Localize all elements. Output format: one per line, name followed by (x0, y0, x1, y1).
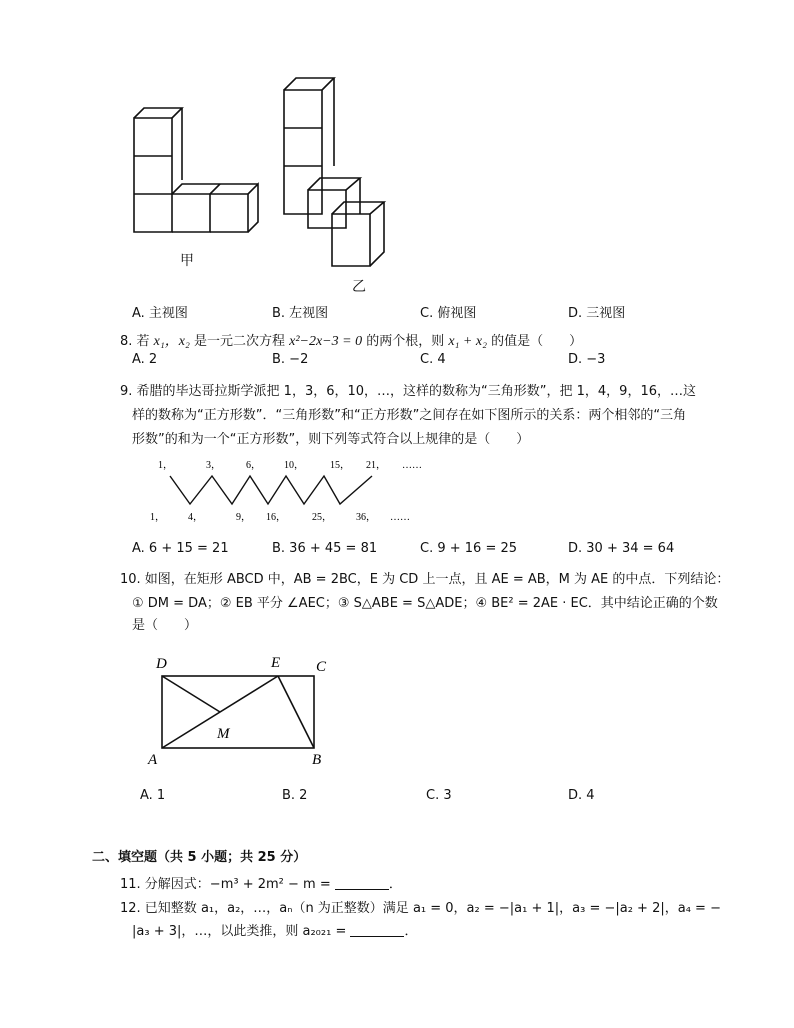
cube-figures (120, 70, 400, 300)
top-number-6: 6， (246, 460, 261, 471)
bottom-number-4: 4， (188, 512, 203, 523)
q8-option-a: A. 2 (132, 352, 158, 367)
q10-stem-line1: 10. 如图，在矩形 ABCD 中，AB = 2BC，E 为 CD 上一点，且 AE = AB，M 为 AE 的中点．下列结论： (120, 572, 730, 587)
q9-option-d: D. 30 + 34 = 64 (568, 541, 675, 556)
q10-option-c: C. 3 (426, 788, 452, 803)
q7-option-d: D. 三视图 (568, 306, 626, 321)
q8-stem-roots: x₁，x₂ (153, 334, 190, 349)
q12-end: ． (404, 924, 418, 939)
q7-option-a: A. 主视图 (132, 306, 188, 321)
q8-option-d: D. −3 (568, 352, 606, 367)
label-a: A (148, 752, 158, 768)
bottom-ellipsis: …… (390, 512, 410, 523)
bottom-number-1: 1， (150, 512, 165, 523)
label-d: D (156, 656, 167, 672)
q9-stem-line2: 样的数称为“正方形数”．“三角形数”和“正方形数”之间存在如下图所示的关系：两个相邻的“三角 (132, 408, 687, 423)
zigzag-diagram (140, 456, 460, 526)
top-ellipsis: …… (402, 460, 422, 471)
figure-label-yi: 乙 (352, 279, 366, 295)
q7-option-c: C. 俯视图 (420, 306, 477, 321)
label-c: C (316, 659, 327, 675)
q10-option-b: B. 2 (282, 788, 308, 803)
section-heading: 二、填空题（共 5 小题；共 25 分） (92, 850, 307, 865)
q12-stem-line1: 12. 已知整数 a₁，a₂，…，aₙ（n 为正整数）满足 a₁ = 0，a₂ = −|a₁ + 1|，a₃ = −|a₂ + 2|，a₄ = − (120, 901, 721, 916)
label-m: M (217, 726, 230, 742)
q8-stem-sum: x₁ + x₂ (448, 334, 487, 349)
q10-stem-line3: 是（ ） (132, 618, 198, 633)
top-number-10: 10， (284, 460, 304, 471)
q11-stem (120, 873, 402, 892)
q9-stem-line1: 9. 希腊的毕达哥拉斯学派把 1，3，6，10，…，这样的数称为“三角形数”，把 1，4，9，16，…这 (120, 384, 696, 399)
top-number-15: 15， (330, 460, 350, 471)
label-b: B (312, 752, 322, 768)
q9-option-c: C. 9 + 16 = 25 (420, 541, 518, 556)
bottom-number-36: 36， (356, 512, 376, 523)
figure-label-jia: 甲 (180, 253, 194, 269)
q10-stem-line2: ① DM = DA；② EB 平分 ∠AEC；③ S△ABE = S△ADE；④ BE² = 2AE · EC．其中结论正确的个数 (132, 596, 718, 611)
q7-option-b: B. 左视图 (272, 306, 329, 321)
label-e: E (271, 655, 281, 671)
rectangle-diagram (140, 648, 340, 772)
q11-answer-blank[interactable] (335, 877, 389, 890)
q10-option-d: D. 4 (568, 788, 595, 803)
q8-stem (120, 330, 582, 350)
q8-stem-mid: 是一元二次方程 (189, 334, 290, 349)
top-number-3: 3， (206, 460, 221, 471)
q9-stem-line3: 形数”的和为一个“正方形数”，则下列等式符合以上规律的是（ ） (132, 432, 530, 447)
q8-option-c: C. 4 (420, 352, 446, 367)
q11-end: ． (388, 877, 402, 892)
q8-stem-suffix: 的值是（ ） (486, 334, 583, 349)
q9-option-a: A. 6 + 15 = 21 (132, 541, 229, 556)
top-number-1: 1， (158, 460, 173, 471)
q8-option-b: B. −2 (272, 352, 309, 367)
q8-stem-prefix: 8. 若 (120, 334, 154, 349)
bottom-number-9: 9， (236, 512, 251, 523)
q12-stem-line2 (132, 920, 418, 939)
q8-stem-equation: x²−2x−3 = 0 (289, 334, 363, 349)
top-number-21: 21， (366, 460, 386, 471)
q8-stem-mid2: 的两个根，则 (362, 334, 449, 349)
bottom-number-25: 25， (312, 512, 332, 523)
q12-line2-text: |a₃ + 3|，…，以此类推，则 a₂₀₂₁ = (132, 924, 347, 939)
q12-answer-blank[interactable] (350, 924, 404, 937)
q9-option-b: B. 36 + 45 = 81 (272, 541, 378, 556)
q10-option-a: A. 1 (140, 788, 166, 803)
bottom-number-16: 16， (266, 512, 286, 523)
q11-text: 11. 分解因式：−m³ + 2m² − m = (120, 877, 331, 892)
